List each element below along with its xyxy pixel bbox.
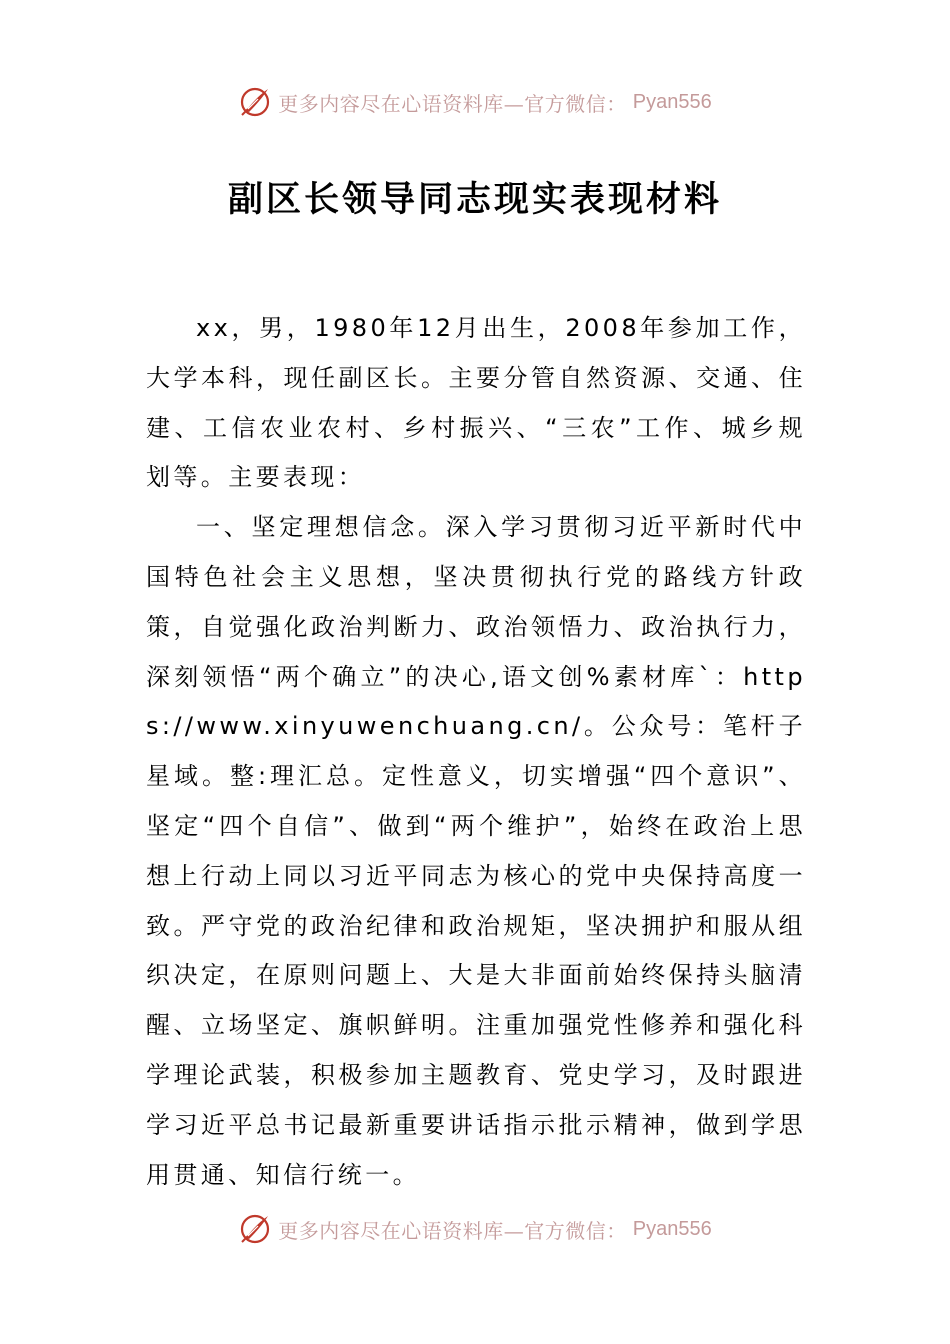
banner-wechat-handle: Pyan556 (632, 90, 712, 113)
document-body (146, 304, 806, 1200)
quill-pen-logo-icon (238, 85, 272, 119)
document-title: 副区长领导同志现实表现材料 (227, 179, 722, 220)
body-paragraph: 一、坚定理想信念。深入学习贯彻习近平新时代中国特色社会主义思想，坚决贯彻执行党的路线方针政策，自觉强化政治判断力、政治领悟力、政治执行力，深刻领悟“两个确立”的决心,语文创%素材库`：https://www.xinyuwenchuang.cn/。公众号：笔杆子星域。整:理汇总。定性意义，切实增强“四个意识”、坚定“四个自信”、做到“两个维护”，始终在政治上思想上行动上同以习近平同志为核心的党中央保持高度一致。严守党的政治纪律和政治规矩，坚决拥护和服从组织决定，在原则问题上、大是大非面前始终保持头脑清醒、立场坚定、旗帜鲜明。注重加强党性修养和强化科学理论武装，积极参加主题教育、党史学习，及时跟进学习近平总书记最新重要讲话指示批示精神，做到学思用贯通、知信行统一。 (146, 513, 806, 1189)
banner-text: 更多内容尽在心语资料库—官方微信： (278, 1218, 627, 1243)
quill-pen-logo-icon (238, 1212, 272, 1246)
body-paragraph: xx，男，1980年12月出生，2008年参加工作，大学本科，现任副区长。主要分管自然资源、交通、住建、工信农业农村、乡村振兴、“三农”工作、城乡规划等。主要表现： (146, 314, 806, 492)
header-banner (0, 82, 950, 122)
banner-text: 更多内容尽在心语资料库—官方微信： (278, 91, 627, 116)
footer-banner (0, 1209, 950, 1249)
banner-wechat-handle: Pyan556 (632, 1217, 712, 1240)
